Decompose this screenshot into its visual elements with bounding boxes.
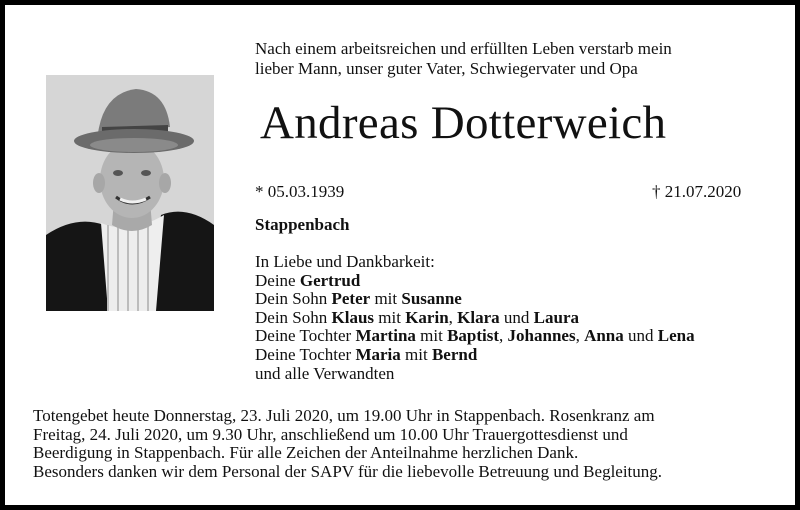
mourner-name: Susanne — [401, 289, 462, 309]
mourner-name: Johannes — [507, 326, 576, 346]
intro-line-2: lieber Mann, unser guter Vater, Schwiegervater und Opa — [255, 59, 638, 78]
mourner-name: Laura — [533, 307, 579, 327]
mourner-text: Dein Sohn — [255, 307, 332, 327]
mourner-text: Deine — [255, 270, 300, 290]
mourner-name: Maria — [355, 344, 401, 364]
mourner-line-son-2 — [255, 309, 695, 328]
mourner-name: Peter — [331, 289, 371, 309]
mourner-line-wife — [255, 272, 695, 291]
mourner-name: Anna — [584, 326, 624, 346]
mourner-text: mit — [374, 307, 406, 327]
obituary-card — [5, 5, 795, 505]
footer-line-2: Freitag, 24. Juli 2020, um 9.30 Uhr, anschließend um 10.00 Uhr Trauergottesdienst und — [33, 424, 628, 444]
mourner-text: Dein Sohn — [255, 289, 332, 309]
mourner-line-daughter-2 — [255, 346, 695, 365]
mourner-text: mit — [400, 344, 432, 364]
service-details — [33, 407, 783, 481]
birth-date: * 05.03.1939 — [255, 182, 345, 201]
portrait-image — [46, 75, 214, 311]
footer-line-3: Beerdigung in Stappenbach. Für alle Zeichen der Anteilnahme herzlichen Dank. — [33, 443, 579, 462]
mourner-text: , — [499, 326, 508, 346]
mourner-text: und — [623, 326, 658, 346]
intro-line-1: Nach einem arbeitsreichen und erfüllten Leben verstarb mein — [255, 39, 672, 58]
intro-text — [255, 39, 775, 79]
footer-line-1: Totengebet heute Donnerstag, 23. Juli 2020, um 19.00 Uhr in Stappenbach. Rosenkranz am — [33, 406, 655, 425]
deceased-name: Andreas Dotterweich — [260, 97, 667, 149]
mourners-list — [255, 253, 695, 383]
death-date: † 21.07.2020 — [652, 182, 742, 201]
mourner-name: Lena — [657, 326, 695, 346]
hometown: Stappenbach — [255, 215, 350, 234]
portrait-photo — [46, 75, 214, 311]
mourner-name: Bernd — [431, 344, 478, 364]
mourner-text: , — [575, 326, 585, 346]
mourner-text: mit — [415, 326, 448, 346]
mourner-name: Gertrud — [299, 270, 361, 290]
mourner-line-relatives: und alle Verwandten — [255, 363, 395, 383]
mourner-text: Deine Tochter — [255, 326, 356, 346]
mourner-text: Deine Tochter — [255, 344, 356, 364]
footer-line-4: Besonders danken wir dem Personal der SAPV für die liebevolle Betreuung und Begleitung. — [33, 461, 663, 481]
mourner-name: Martina — [355, 326, 416, 346]
mourner-line-son-1 — [255, 290, 695, 309]
mourner-name: Klara — [457, 307, 500, 327]
mourner-text: mit — [370, 289, 402, 309]
mourner-line-daughter-1 — [255, 327, 695, 346]
mourners-intro: In Liebe und Dankbarkeit: — [255, 252, 435, 271]
mourner-text: , — [448, 307, 458, 327]
mourner-name: Baptist — [447, 326, 500, 346]
mourner-name: Klaus — [331, 307, 375, 327]
mourner-name: Karin — [405, 307, 449, 327]
mourner-text: und — [499, 307, 534, 327]
